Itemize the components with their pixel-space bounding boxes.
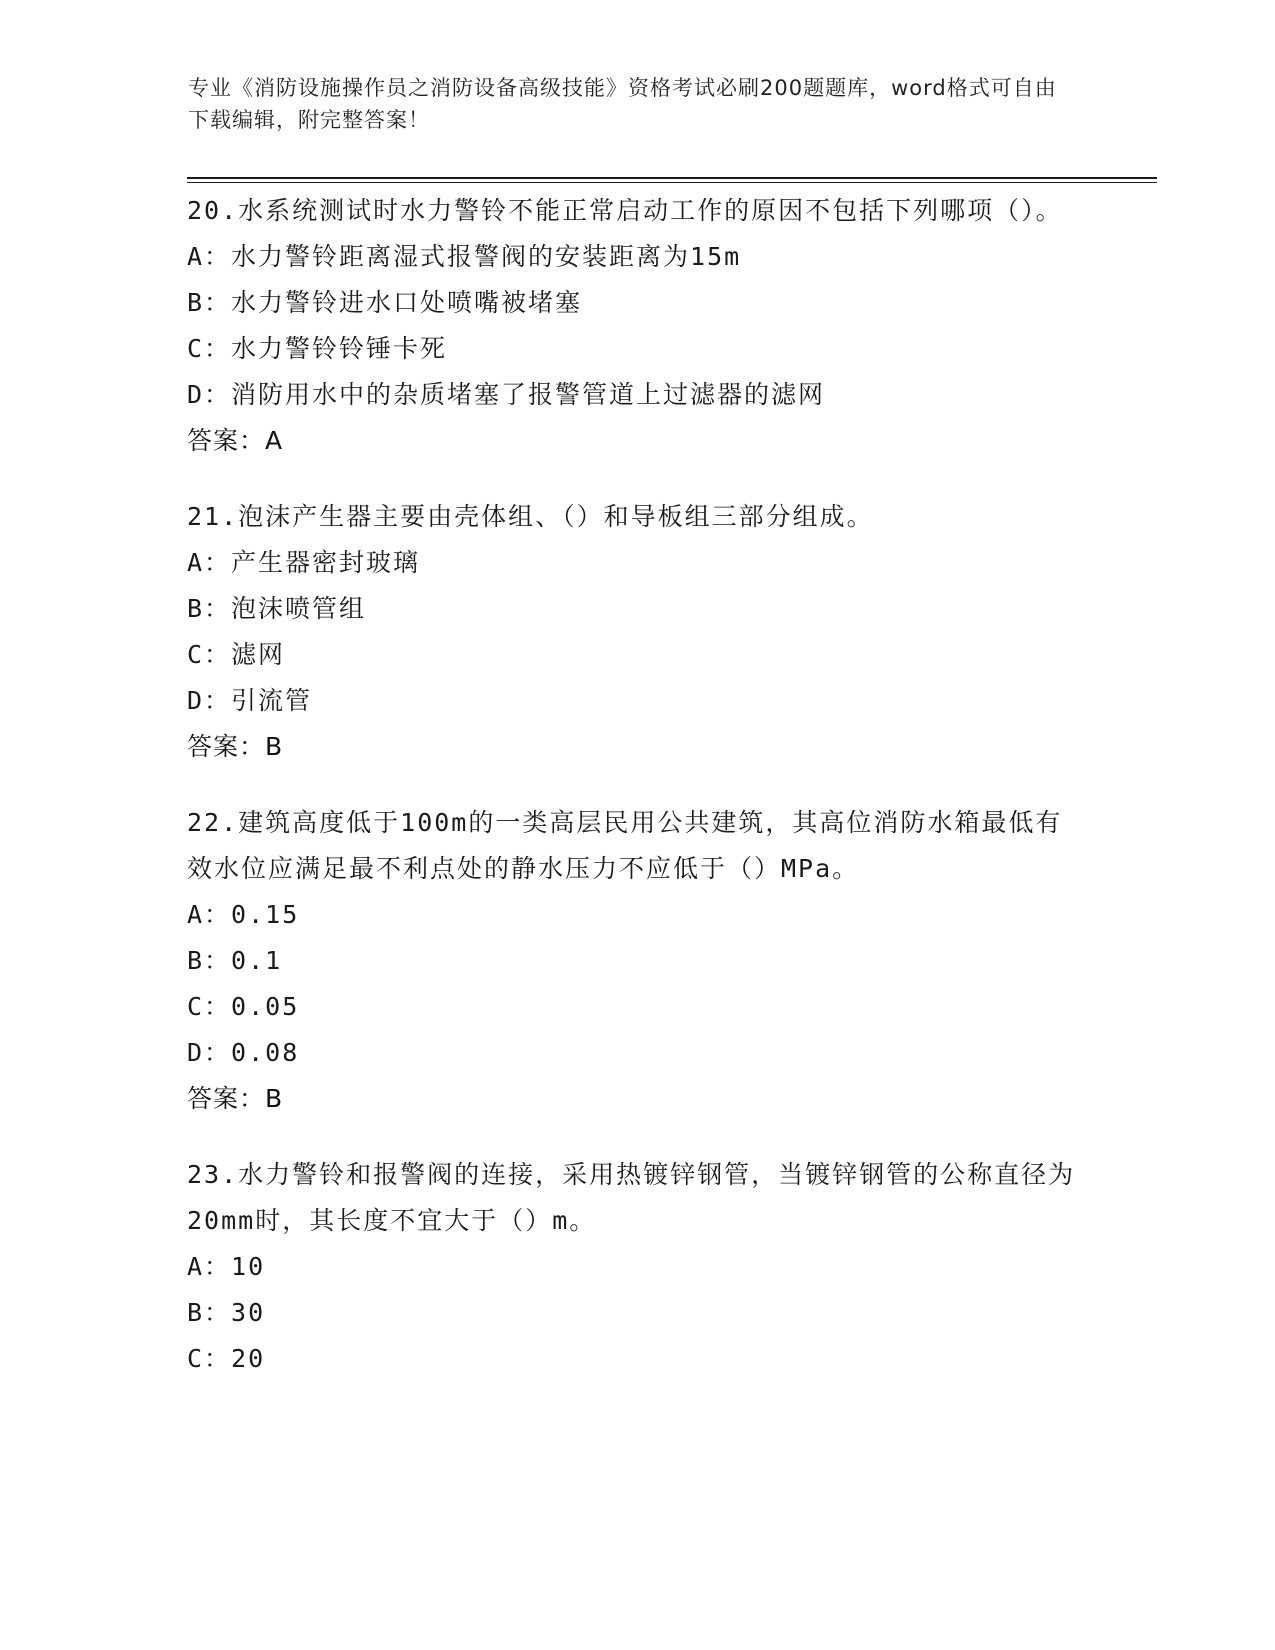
question-22 (187, 800, 1087, 1122)
question-21 (187, 494, 1087, 770)
option-b: B：30 (187, 1298, 266, 1327)
option-a: A：产生器密封玻璃 (187, 548, 421, 577)
option-c: C：水力警铃铃锤卡死 (187, 334, 448, 363)
option-b: B：0.1 (187, 946, 283, 975)
answer-label: 答案：B (187, 1084, 284, 1113)
header-divider-thin (187, 182, 1157, 183)
option-a: A：10 (187, 1252, 266, 1281)
header-divider-thick (187, 177, 1157, 179)
option-c: C：20 (187, 1344, 266, 1373)
question-20 (187, 188, 1087, 464)
option-d: D：消防用水中的杂质堵塞了报警管道上过滤器的滤网 (187, 380, 826, 409)
option-b: B：水力警铃进水口处喷嘴被堵塞 (187, 288, 583, 317)
question-stem: 22.建筑高度低于100m的一类高层民用公共建筑，其高位消防水箱最低有效水位应满足最不利点处的静水压力不应低于（）MPa。 (187, 808, 1063, 883)
answer-label: 答案：A (187, 426, 284, 455)
question-stem: 21.泡沫产生器主要由壳体组、（）和导板组三部分组成。 (187, 502, 874, 531)
question-list (187, 188, 1087, 1412)
option-b: B：泡沫喷管组 (187, 594, 367, 623)
answer-label: 答案：B (187, 732, 284, 761)
option-a: A：水力警铃距离湿式报警阀的安装距离为15m (187, 242, 742, 271)
document-header: 专业《消防设施操作员之消防设备高级技能》资格考试必刷200题题库，word格式可自由下载编辑，附完整答案！ (188, 76, 1057, 132)
option-c: C：0.05 (187, 992, 300, 1021)
question-23 (187, 1152, 1087, 1382)
option-d: D：引流管 (187, 686, 313, 715)
option-d: D：0.08 (187, 1038, 300, 1067)
question-stem: 23.水力警铃和报警阀的连接，采用热镀锌钢管，当镀锌钢管的公称直径为20mm时，其长度不宜大于（）m。 (187, 1160, 1076, 1235)
option-a: A：0.15 (187, 900, 300, 929)
question-stem: 20.水系统测试时水力警铃不能正常启动工作的原因不包括下列哪项（）。 (187, 196, 1063, 225)
option-c: C：滤网 (187, 640, 286, 669)
